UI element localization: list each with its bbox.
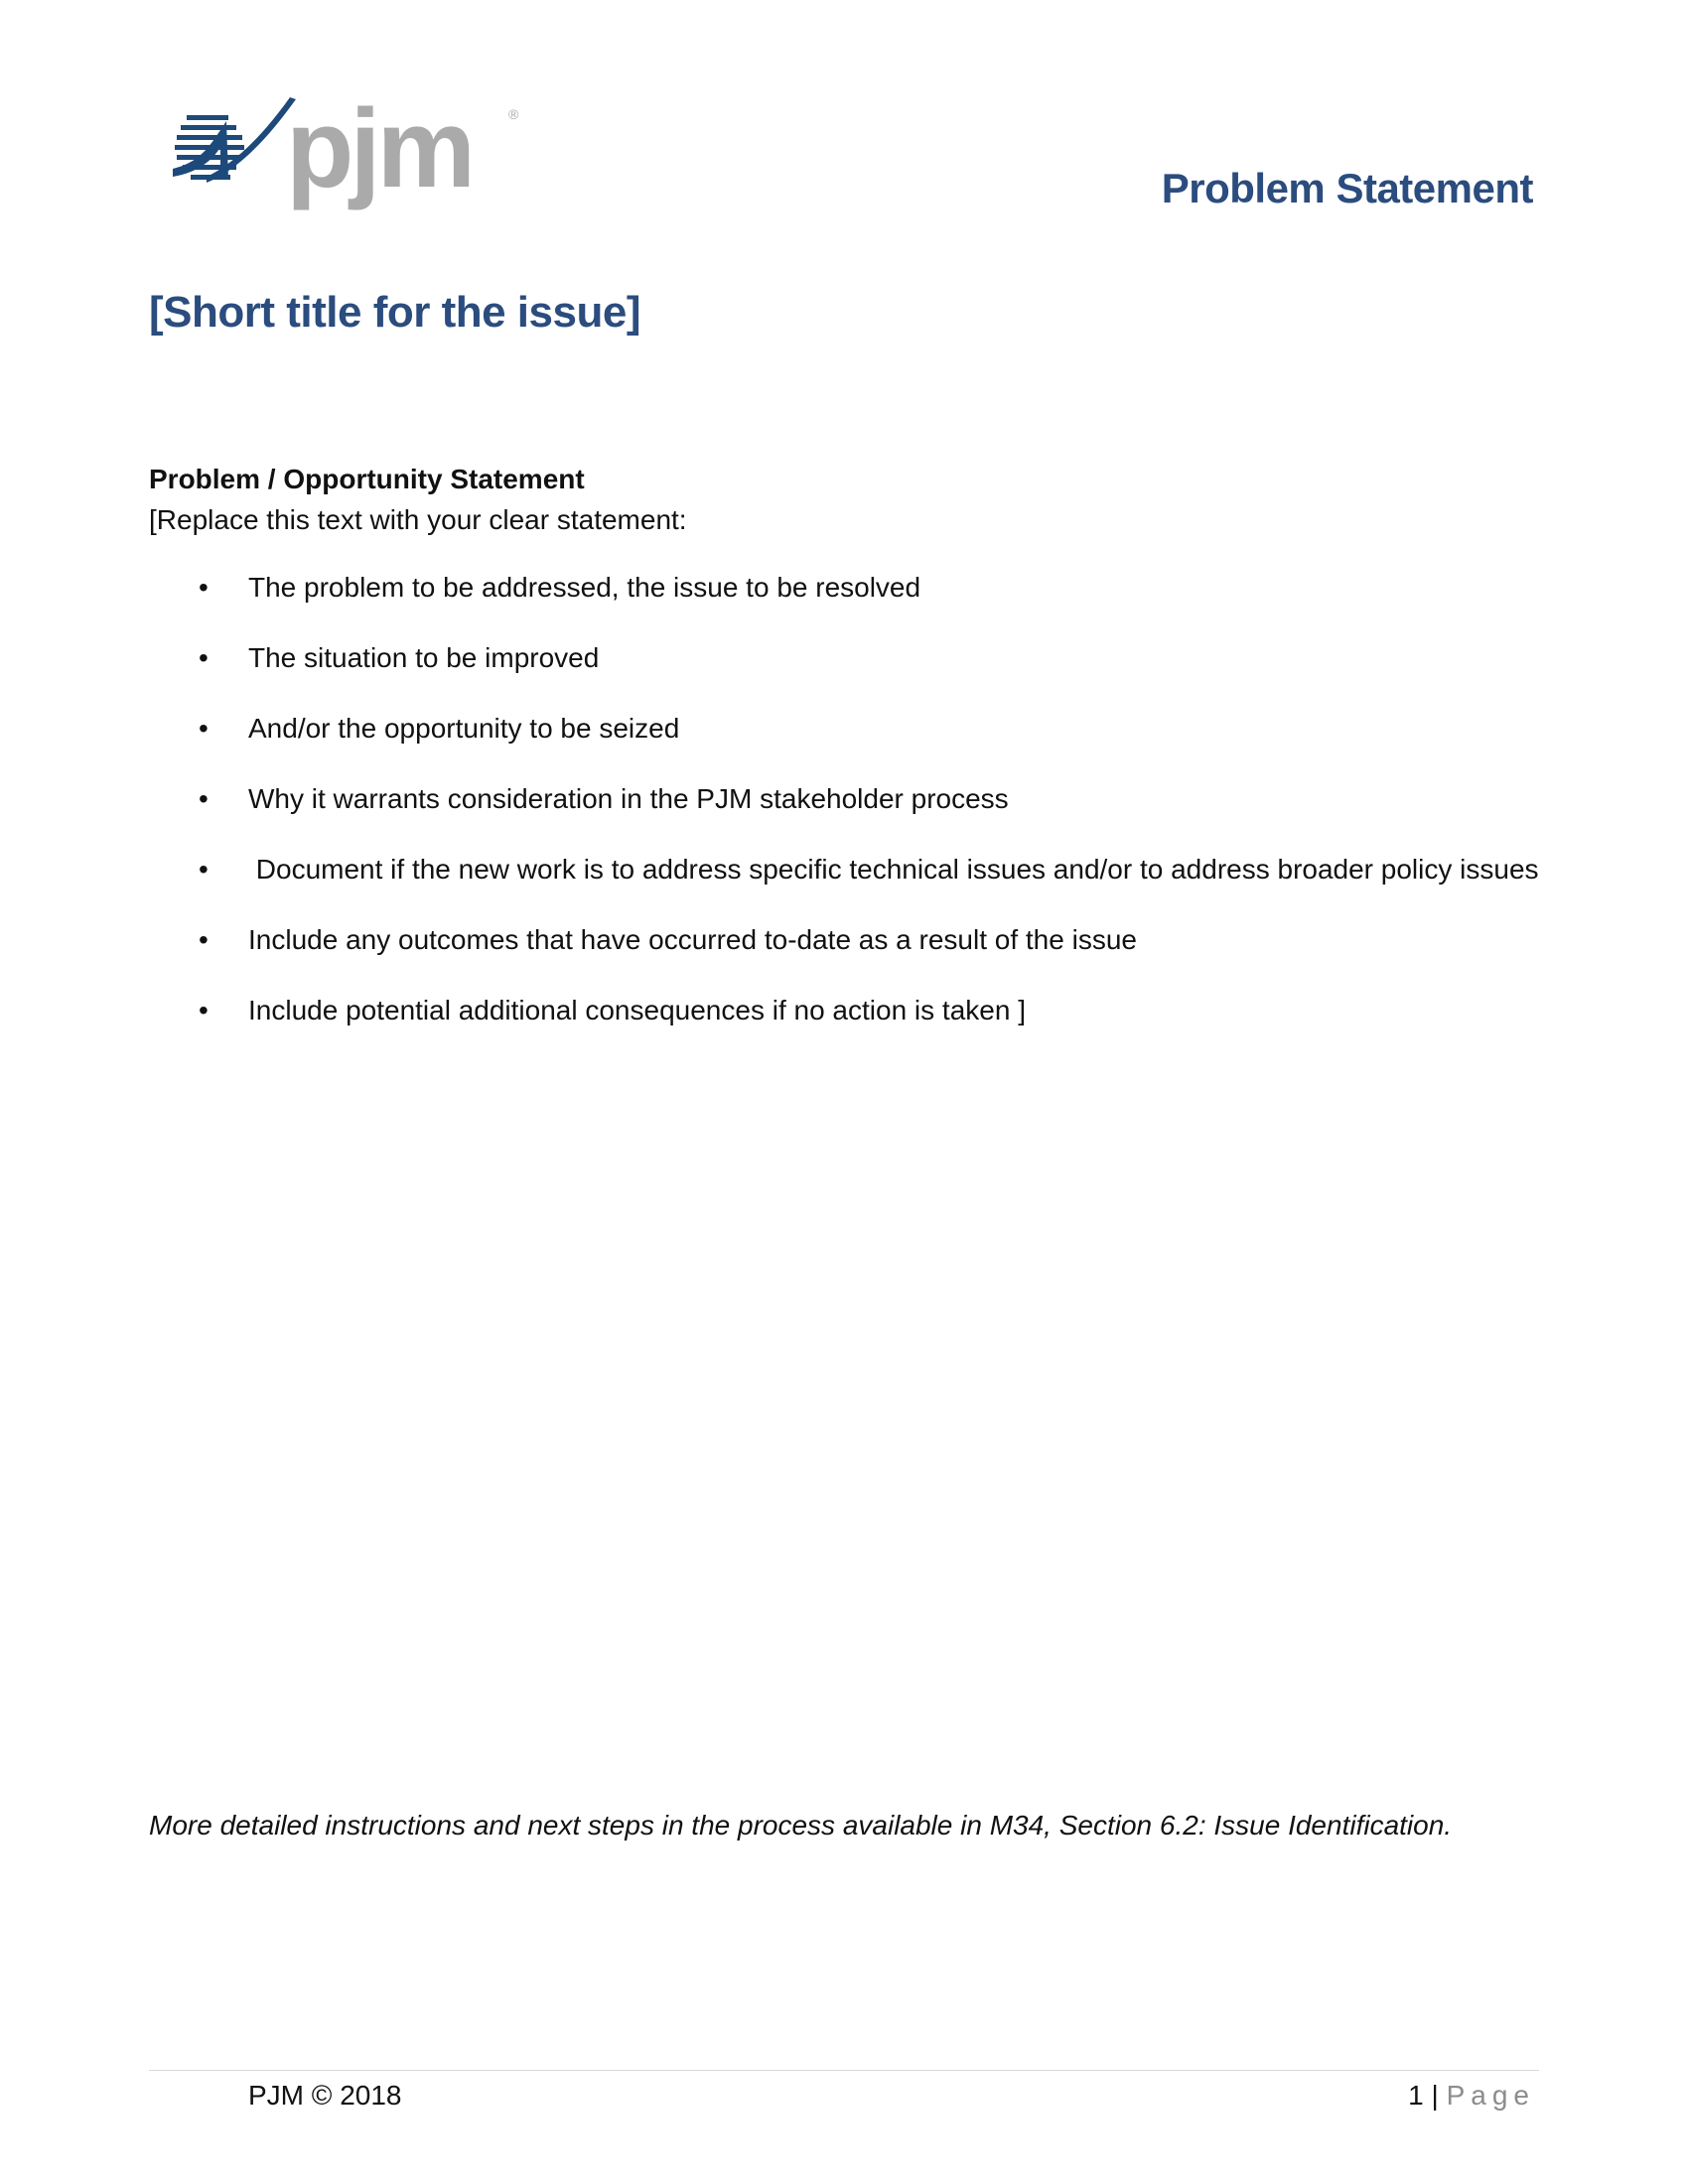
page-number: 1 [1408, 2080, 1424, 2111]
footer-divider [149, 2070, 1539, 2071]
bullet-icon: • [199, 642, 209, 673]
section-intro: [Replace this text with your clear statement: [149, 504, 687, 535]
bullet-icon: • [199, 995, 209, 1025]
bullet-icon: • [199, 572, 209, 603]
bullet-text: The situation to be improved [248, 642, 600, 673]
pjm-logo [167, 81, 524, 220]
bullet-text: And/or the opportunity to be seized [248, 713, 680, 744]
instructions-note: More detailed instructions and next steps in the process available in M34, Section 6.2: Issue Identification. [149, 1810, 1453, 1841]
pjm-logo-mark-icon [173, 97, 296, 183]
page-separator: | [1423, 2080, 1447, 2111]
registered-mark: ® [508, 106, 519, 122]
bullet-text: The problem to be addressed, the issue to be resolved [248, 572, 921, 603]
bullet-text: Document if the new work is to address specific technical issues and/or to address broader policy issues [248, 854, 1539, 885]
page-label: Page [1446, 2080, 1535, 2111]
footer-copyright: PJM © 2018 [248, 2080, 402, 2111]
footer-page-number [1408, 2080, 1535, 2112]
section-heading: Problem / Opportunity Statement [149, 464, 585, 494]
issue-title: [Short title for the issue] [149, 288, 640, 337]
bullet-icon: • [199, 783, 209, 814]
bullet-text: Include potential additional consequences if no action is taken ] [248, 995, 1026, 1025]
bullet-icon: • [199, 924, 209, 955]
bullet-text: Why it warrants consideration in the PJM stakeholder process [248, 783, 1009, 814]
bullet-text: Include any outcomes that have occurred to-date as a result of the issue [248, 924, 1137, 955]
bullet-icon: • [199, 854, 209, 885]
document-type-heading: Problem Statement [1161, 165, 1533, 211]
pjm-logo-wordmark: pjm [286, 86, 473, 210]
bullet-icon: • [199, 713, 209, 744]
